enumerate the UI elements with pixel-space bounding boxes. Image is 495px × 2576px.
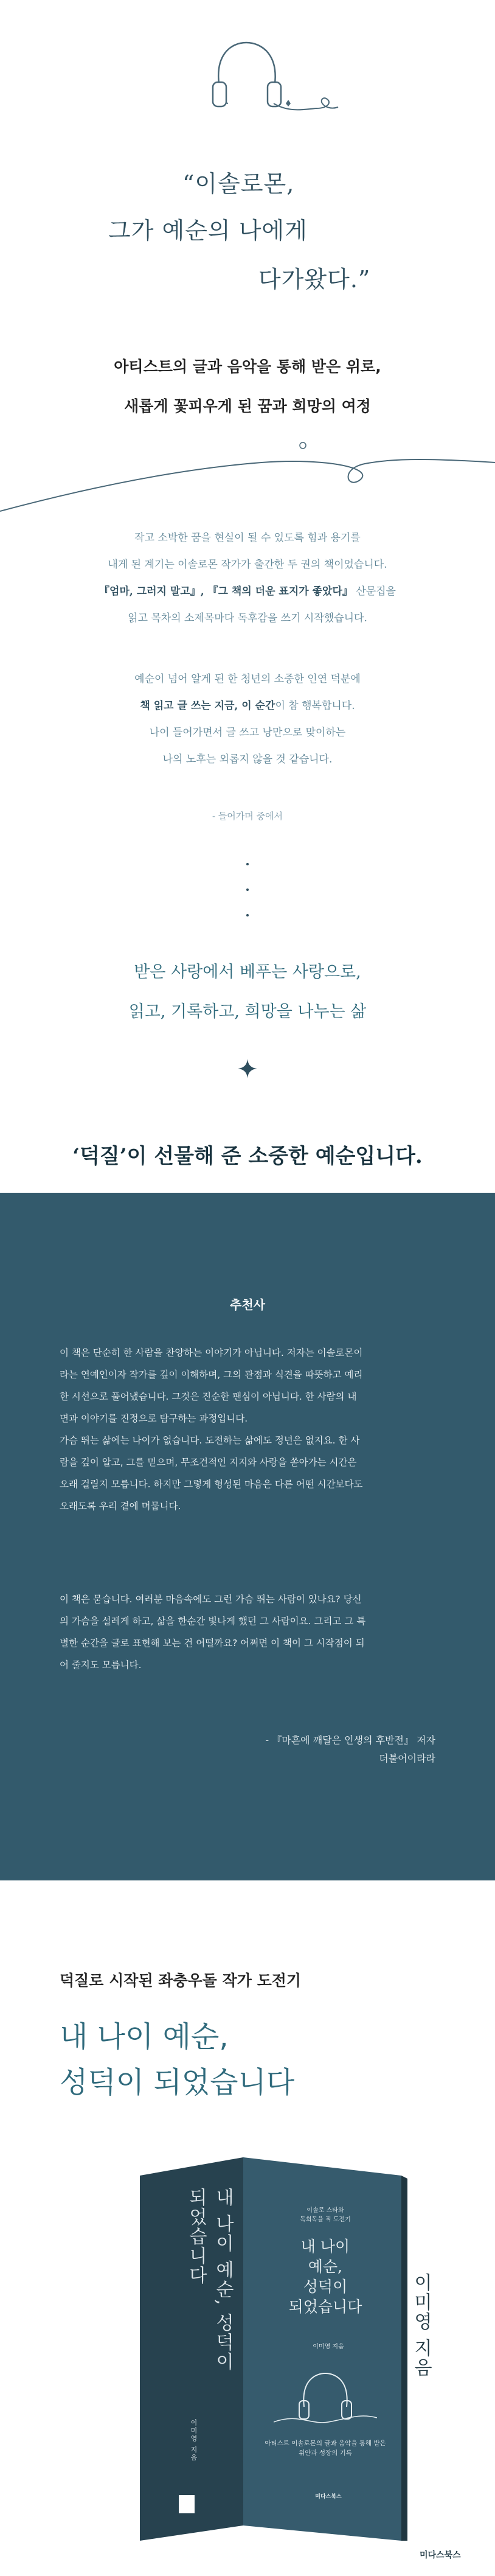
cover-small-line: 이솔로 스타와 [306,2207,344,2214]
rec-line: 한 시선으로 풀어냈습니다. 그것은 진순한 팬심이 아닙니다. 한 사람의 내 [60,1391,357,1402]
cover-publisher: 미다스북스 [315,2494,342,2500]
cover-blurb-line: 아티스트 이솔로몬의 글과 음악을 통해 받은 [265,2440,386,2447]
rec-line: 의 가슴을 설레게 하고, 삶을 한순간 빛나게 했던 그 사람이요. 그리고 그 특 [60,1616,366,1627]
prologue-signature: - 들어가며 중에서 [212,811,283,822]
prologue-line-1: 작고 소박한 꿈을 현실이 될 수 있도록 힘과 용기를 [134,532,361,544]
recommendation-signature [265,1731,435,1768]
rec-line: 별한 순간을 글로 표현해 보는 건 어떨까요? 어쩌면 이 책이 그 시작점이 되 [60,1638,365,1649]
bottom-subtitle: 덕질로 시작된 좌충우돌 작가 도전기 [60,1972,302,1989]
spine-title: 내 나이 예순, 성덕이 되었습니다 [185,2188,234,2372]
sparkle-icon [238,1059,257,1078]
quote-line-3: 다가왔다.” [258,266,371,293]
rec-line: 오래 걸릴지 모릅니다. 하지만 그렇게 형성된 마음은 다른 어떤 시간보다도 [60,1479,363,1490]
side-author: 이미영 지음 [410,2273,432,2378]
book-side-edge [407,2273,432,2516]
prologue-line-4: 읽고 목차의 소제목마다 독후감을 쓰기 시작했습니다. [128,612,367,624]
rec-line: 오래도록 우리 곁에 머뭅니다. [60,1501,181,1512]
prologue-line-3-tail: 산문집을 [352,585,396,598]
prologue-line-7: 나이 들어가면서 글 쓰고 낭만으로 맞이하는 [149,727,346,739]
prologue-line-6 [0,693,495,719]
publisher-logo: 미다스북스 [420,2550,461,2560]
cover-title-line: 성덕이 [303,2278,348,2295]
cover-author: 이미영 지음 [313,2344,344,2350]
dot-3 [246,914,249,916]
book-titles-bold: 『엄마, 그러지 말고』, 『그 책의 더운 표지가 좋았다』 [99,585,353,598]
recommendation-para-1 [60,1342,437,1517]
spine-author: 이미영 지음 [190,2419,198,2462]
cover-title-line: 되었습니다 [288,2298,362,2316]
cover-blurb-line: 위안과 성장의 기록 [299,2449,352,2457]
bottom-title-line-2: 성덕이 되었습니다 [60,2065,295,2100]
rec-signature-author: 더불어이라라 [379,1753,435,1764]
book-image [116,2151,432,2541]
rec-signature-source: - 『마흔에 깨달은 인생의 후반전』 저자 [265,1734,435,1746]
cover-title-line: 예순, [308,2258,343,2275]
rec-line: 이 책은 묻습니다. 여러분 마음속에도 그런 가슴 뛰는 사람이 있나요? 당신 [60,1594,362,1605]
cover-title [268,2236,383,2317]
cover-headphone-icon [274,2364,377,2431]
prologue-line-2: 내게 된 계기는 이솔로몬 작가가 출간한 두 권의 책이었습니다. [108,559,387,571]
rec-line: 이 책은 단순히 한 사람을 찬양하는 이야기가 아닙니다. 저자는 이솔로몬이 [60,1347,363,1358]
cover-blurb [252,2438,398,2458]
mid-line-1: 받은 사랑에서 베푸는 사랑으로, [134,963,361,982]
cover-small-top [280,2206,371,2224]
swoosh-line [0,420,495,517]
recommendation-para-2 [60,1588,437,1676]
headline-line-2: 새롭게 꽃피우게 된 꿈과 희망의 여정 [124,397,371,415]
rec-line: 가슴 뛰는 삶에는 나이가 없습니다. 도전하는 삶에도 정년은 없지요. 한 사 [60,1435,360,1446]
prologue-bold-phrase: 책 읽고 글 쓰는 지금, 이 순간 [140,700,275,712]
prologue-line-8: 나의 노후는 외롭지 않을 것 같습니다. [162,753,333,766]
quote-line-2: 그가 예순의 나에게 [108,217,308,244]
rec-line: 어 줄지도 모릅니다. [60,1660,142,1670]
mid-line-2: 읽고, 기록하고, 희망을 나누는 삶 [128,1002,367,1021]
prologue-line-5: 예순이 넘어 알게 된 한 청년의 소중한 인연 덕분에 [134,673,361,685]
rec-line: 면과 이야기를 진정으로 탐구하는 과정입니다. [60,1413,248,1424]
prologue-line-6-tail: 이 참 행복합니다. [275,700,355,712]
rec-line: 라는 연예인이자 작가를 깊이 이해하며, 그의 관점과 식견을 따뜻하고 예리 [60,1369,363,1380]
dot-2 [246,888,249,891]
bottom-title-line-1: 내 나이 예순, [60,2020,229,2054]
spine-publisher-logo [179,2495,195,2513]
cover-title-line: 내 나이 [300,2238,350,2255]
prologue-line-3 [0,578,495,605]
quote-line-1: “이솔로몬, [182,170,295,197]
recommendation-title: 추천사 [230,1297,265,1312]
cover-small-line: 독희독을 직 도전기 [300,2216,351,2223]
headphone-line-art [0,0,495,122]
rec-line: 람을 깊이 알고, 그를 믿으며, 무조건적인 지지와 사랑을 쏟아가는 시간은 [60,1457,357,1468]
mid-bold-statement: ‘덕질’이 선물해 준 소중한 예순입니다. [72,1144,423,1168]
book-shape [116,2151,432,2541]
headline-line-1: 아티스트의 글과 음악을 통해 받은 위로, [114,358,381,375]
dot-1 [246,863,249,865]
